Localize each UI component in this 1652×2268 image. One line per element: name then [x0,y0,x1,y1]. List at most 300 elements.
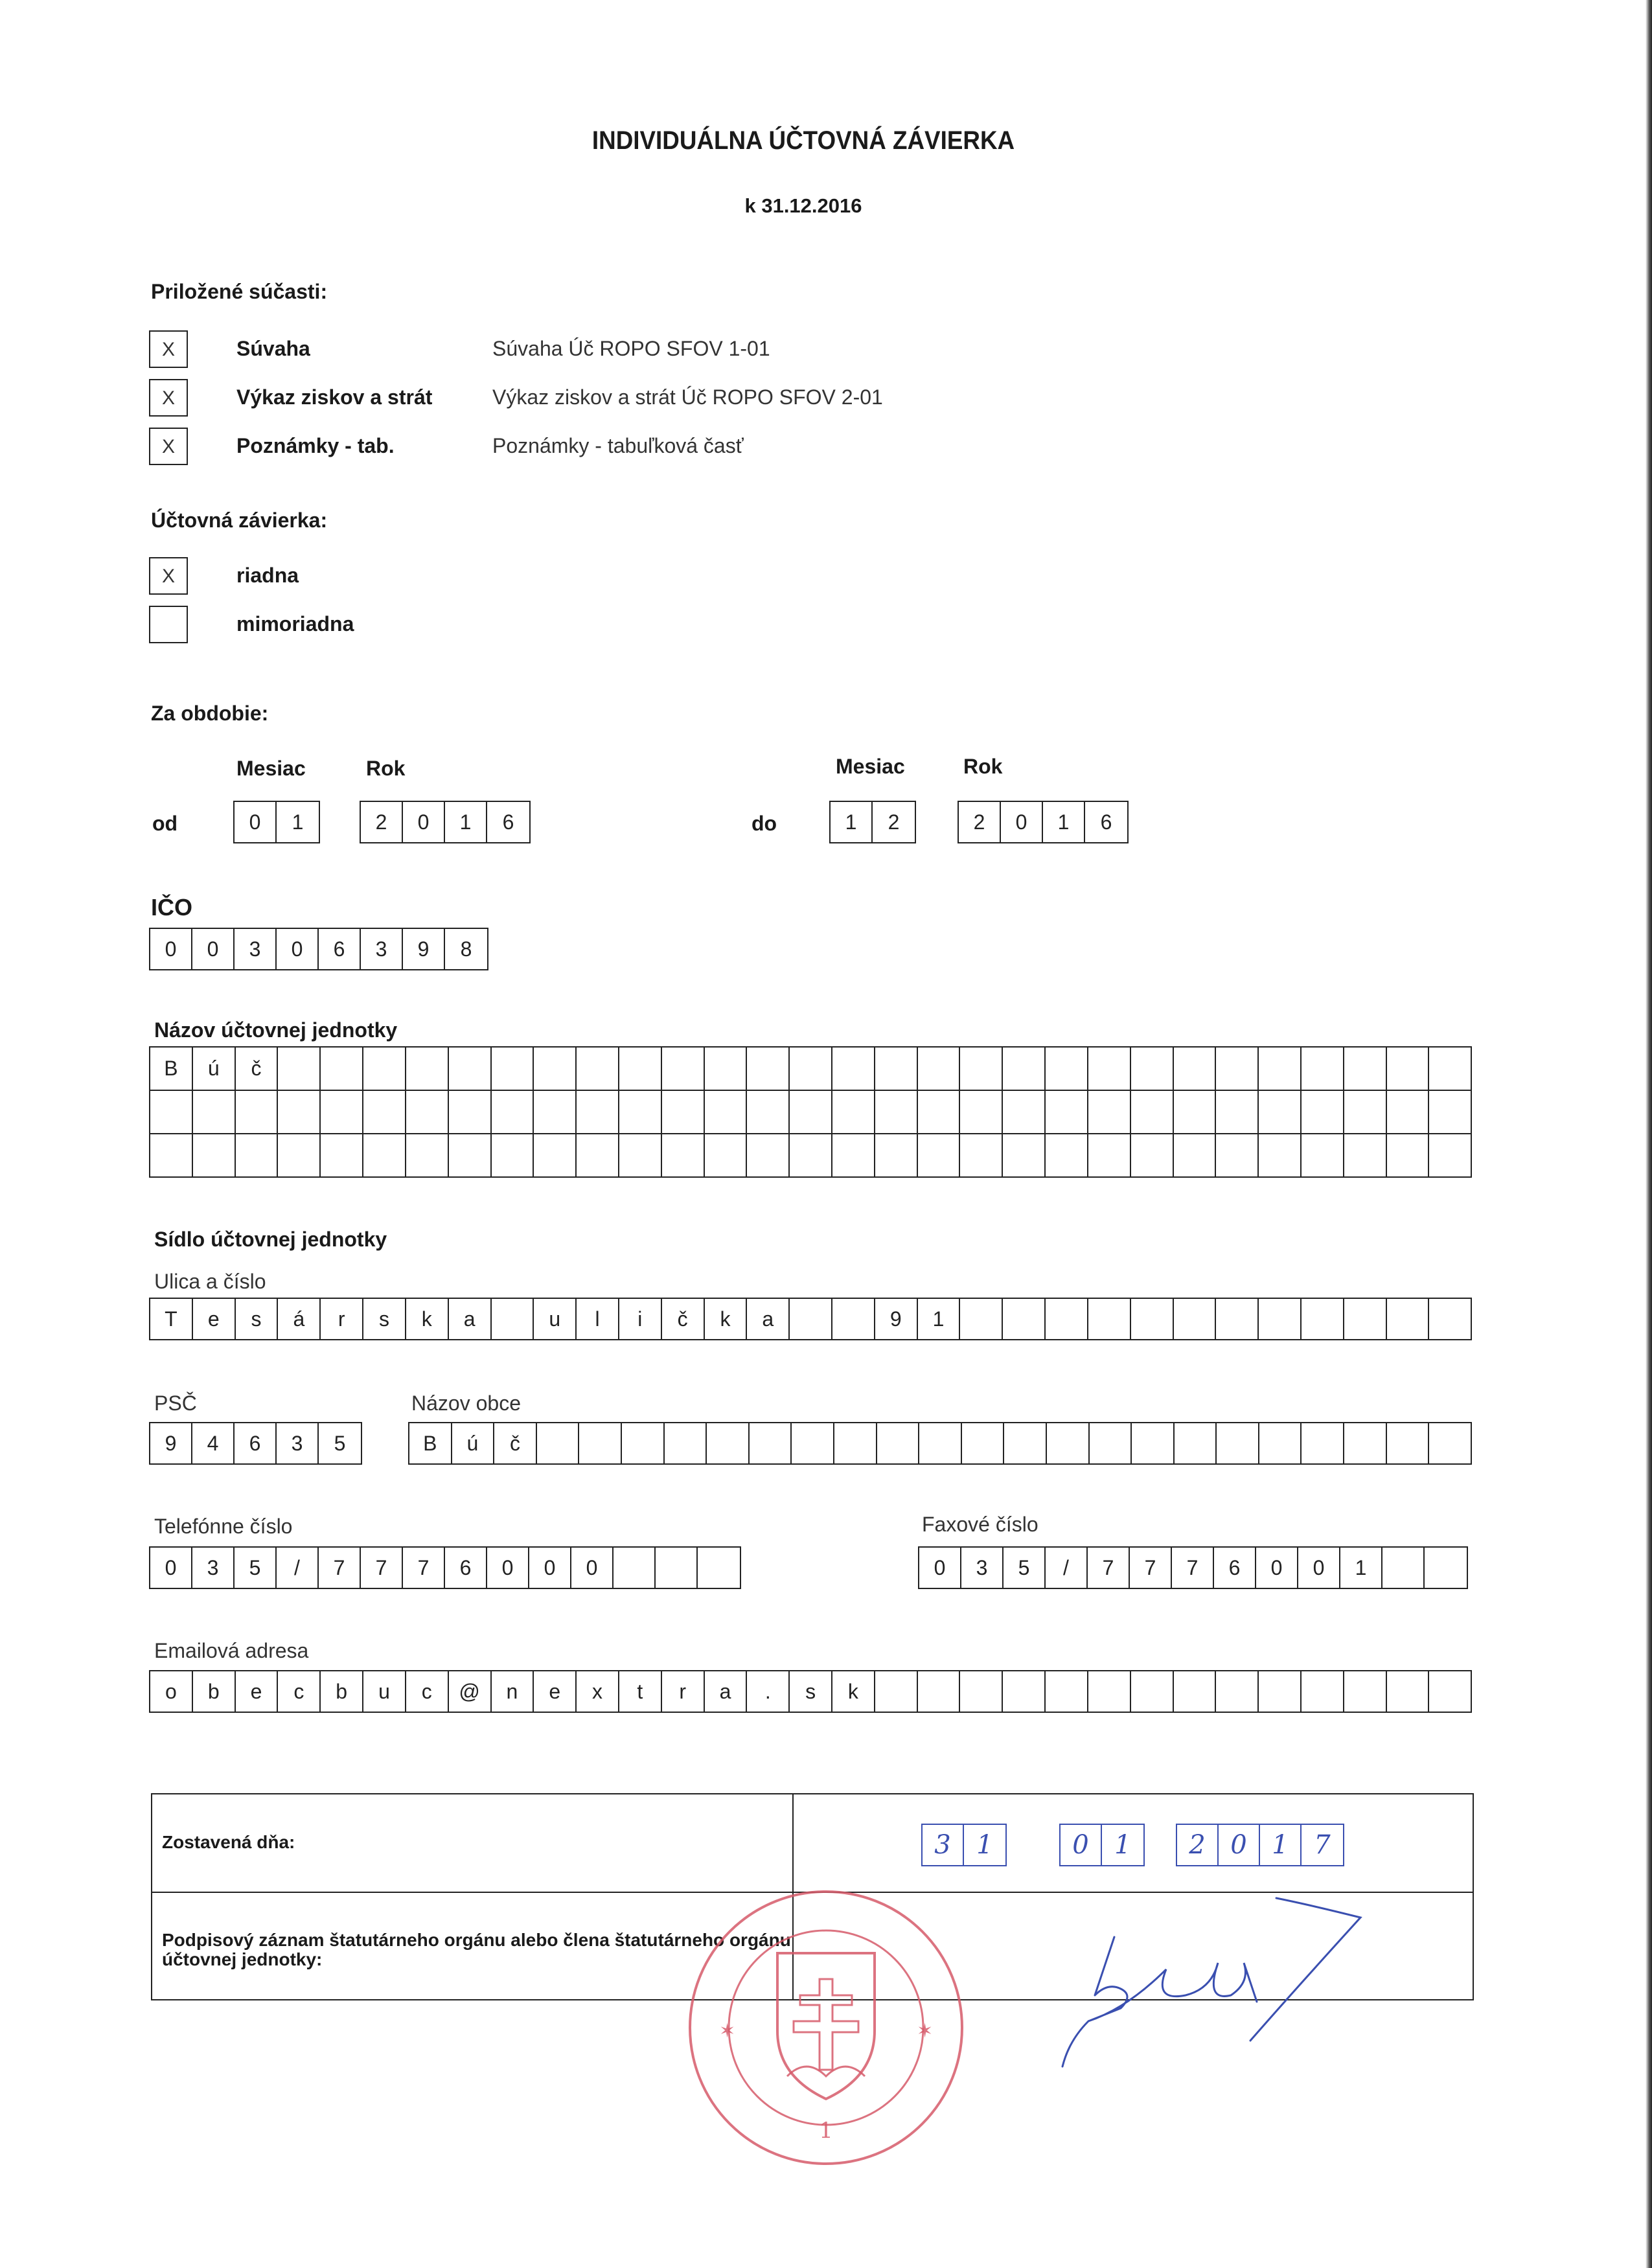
digit-cell: 1 [445,802,487,842]
char-cell [662,1091,705,1133]
char-cell [1387,1048,1430,1090]
char-cell [1003,1134,1046,1176]
char-cell [492,1299,534,1339]
char-cell [1003,1048,1046,1090]
char-cell [1259,1134,1302,1176]
char-cell [1003,1091,1046,1133]
char-cell [1174,1134,1217,1176]
char-cell: s [790,1671,832,1712]
digit-cell: 1 [292,810,304,834]
char-cell [705,1091,748,1133]
char-cell: a [705,1671,748,1712]
char-cell [534,1134,577,1176]
digit-cell: 0 [403,802,445,842]
char-cell [278,1134,321,1176]
char-cell: c [278,1671,321,1712]
fax-label: Faxové číslo [922,1513,1038,1536]
digit-cell: 0 [192,929,235,969]
char-cell [236,1091,279,1133]
char-cell [875,1091,918,1133]
char-cell [747,1134,790,1176]
entity-name-row-3 [150,1134,1471,1176]
attachments-heading: Priložené súčasti: [151,280,328,303]
char-cell [1302,1134,1344,1176]
char-cell: e [534,1671,577,1712]
char-cell [1216,1299,1259,1339]
char-cell [614,1548,656,1588]
to-month-field[interactable] [829,801,916,843]
entity-name-field[interactable] [149,1046,1472,1178]
statement-extraordinary-checkbox[interactable] [149,606,188,643]
entity-name-row-1 [150,1048,1471,1091]
char-cell [1344,1048,1387,1090]
char-cell [1174,1091,1217,1133]
statement-extraordinary-label: mimoriadna [236,612,354,636]
ico-label: IČO [151,894,193,921]
char-cell: t [619,1671,662,1712]
phone-label: Telefónne číslo [154,1515,293,1538]
phone-field[interactable] [149,1546,741,1589]
char-cell [792,1423,834,1463]
scan-edge [1646,0,1652,2268]
char-cell [1344,1423,1387,1463]
char-cell [619,1091,662,1133]
char-cell [1088,1671,1131,1712]
char-cell [449,1134,492,1176]
char-cell [1429,1091,1471,1133]
char-cell: 9 [150,1423,192,1463]
char-cell [1090,1423,1132,1463]
char-cell: B [409,1423,452,1463]
char-cell [1004,1423,1047,1463]
char-cell: ú [193,1048,236,1090]
char-cell [832,1299,875,1339]
char-cell [1259,1423,1302,1463]
char-cell: e [193,1299,236,1339]
stamp-star-left: ✶ [719,2020,736,2043]
char-cell [363,1048,406,1090]
char-cell [832,1091,875,1133]
char-cell [619,1134,662,1176]
char-cell: s [363,1299,406,1339]
char-cell: 0 [919,1548,961,1588]
char-cell [1046,1048,1088,1090]
street-label: Ulica a číslo [154,1270,266,1293]
char-cell [656,1548,698,1588]
attachment-checkbox-poznamky[interactable]: X [149,428,188,465]
city-label: Názov obce [411,1392,521,1415]
email-field[interactable] [149,1670,1472,1713]
char-cell [1259,1048,1302,1090]
char-cell [1425,1548,1467,1588]
digit-cell: 1 [976,1830,993,1860]
char-cell: r [321,1299,363,1339]
char-cell: 1 [1340,1548,1382,1588]
attachment-desc-poznamky: Poznámky - tabuľková časť [492,434,744,457]
char-cell: 7 [1088,1548,1130,1588]
from-year-field[interactable] [360,801,531,843]
char-cell: 9 [875,1299,918,1339]
char-cell [1302,1091,1344,1133]
digit-cell: 1 [1260,1825,1302,1865]
char-cell: n [492,1671,534,1712]
char-cell [705,1134,748,1176]
char-cell: a [449,1299,492,1339]
char-cell [1046,1091,1088,1133]
char-cell [1429,1671,1471,1712]
digit-cell: 7 [1314,1830,1331,1860]
digit-cell: 6 [1100,810,1112,834]
digit-cell: 2 [1177,1825,1219,1865]
char-cell [960,1048,1003,1090]
char-cell [790,1048,832,1090]
char-cell [537,1423,580,1463]
char-cell [877,1423,920,1463]
char-cell: 0 [1256,1548,1298,1588]
char-cell: č [494,1423,537,1463]
char-cell [1047,1423,1090,1463]
char-cell: T [150,1299,193,1339]
char-cell [960,1299,1003,1339]
char-cell [577,1091,619,1133]
digit-cell: 3 [235,929,277,969]
char-cell: 6 [445,1548,487,1588]
attachment-desc-vykaz: Výkaz ziskov a strát Úč ROPO SFOV 2-01 [492,385,883,409]
digit-cell: 6 [502,810,514,834]
char-cell [449,1091,492,1133]
statement-regular-label: riadna [236,564,299,587]
char-cell [1344,1299,1387,1339]
char-cell [834,1423,877,1463]
digit-cell: 0 [235,802,277,842]
char-cell [1175,1423,1217,1463]
char-cell [1216,1671,1259,1712]
char-cell [918,1134,961,1176]
char-cell [1387,1423,1430,1463]
psc-field[interactable] [149,1422,362,1465]
attachment-desc-suvaha: Súvaha Úč ROPO SFOV 1-01 [492,337,770,360]
compiled-year-field[interactable] [1176,1824,1344,1866]
char-cell: k [705,1299,748,1339]
char-cell [449,1048,492,1090]
digit-cell: 2 [888,810,900,834]
char-cell: 5 [334,1431,346,1455]
char-cell [1088,1091,1131,1133]
char-cell [705,1048,748,1090]
char-cell: / [277,1548,319,1588]
char-cell: u [363,1671,406,1712]
digit-cell: 0 [1061,1825,1102,1865]
char-cell [1387,1671,1430,1712]
document-date: k 31.12.2016 [744,194,862,217]
char-cell [1046,1299,1088,1339]
char-cell [1131,1091,1174,1133]
char-cell [1259,1091,1302,1133]
char-cell [747,1091,790,1133]
compiled-month-field[interactable] [1059,1824,1145,1866]
char-cell [1216,1091,1259,1133]
char-cell [875,1048,918,1090]
char-cell: i [619,1299,662,1339]
char-cell: 3 [277,1423,319,1463]
stamp-number: 1 [819,2118,833,2144]
char-cell [918,1671,961,1712]
char-cell [918,1048,961,1090]
char-cell [534,1048,577,1090]
char-cell [492,1048,534,1090]
char-cell [707,1423,750,1463]
char-cell: 7 [403,1548,445,1588]
char-cell [698,1548,740,1588]
entity-name-label: Názov účtovnej jednotky [154,1018,398,1042]
compiled-day-field[interactable] [921,1824,1007,1866]
to-month-label: Mesiac [836,755,905,778]
char-cell [579,1423,622,1463]
char-cell [1216,1134,1259,1176]
char-cell [875,1134,918,1176]
char-cell [577,1134,619,1176]
char-cell [962,1423,1005,1463]
psc-label: PSČ [154,1392,197,1415]
digit-cell: 0 [150,929,192,969]
char-cell [1302,1048,1344,1090]
char-cell [1131,1671,1174,1712]
char-cell [1344,1134,1387,1176]
char-cell: u [534,1299,577,1339]
to-year-label: Rok [963,755,1003,778]
entity-name-row-2 [150,1091,1471,1134]
char-cell [790,1299,832,1339]
char-cell: r [662,1671,705,1712]
char-cell [622,1423,665,1463]
char-cell [1003,1299,1046,1339]
char-cell [1216,1048,1259,1090]
digit-cell: 2 [361,802,403,842]
attachment-checkbox-vykaz[interactable]: X [149,379,188,417]
attachment-name-suvaha: Súvaha [236,337,310,360]
char-cell [406,1134,449,1176]
digit-cell: 1 [1114,1830,1131,1860]
char-cell: k [406,1299,449,1339]
char-cell: 7 [361,1548,403,1588]
digit-cell: 2 [959,802,1001,842]
char-cell [960,1671,1003,1712]
digit-cell: 0 [1001,802,1043,842]
char-cell: 0 [529,1548,571,1588]
street-field[interactable] [149,1298,1472,1340]
char-cell [747,1048,790,1090]
attachment-name-poznamky: Poznámky - tab. [236,434,395,457]
to-year-field[interactable] [958,801,1129,843]
char-cell: e [236,1671,279,1712]
period-from-label: od [152,812,178,835]
char-cell [363,1134,406,1176]
char-cell: B [150,1048,193,1090]
digit-cell: 3 [923,1825,964,1865]
char-cell [406,1091,449,1133]
char-cell: č [236,1048,279,1090]
char-cell [1387,1091,1430,1133]
char-cell: x [577,1671,619,1712]
char-cell: 6 [1214,1548,1256,1588]
char-cell [1302,1671,1344,1712]
char-cell [278,1091,321,1133]
digit-cell: 1 [831,802,873,842]
char-cell [150,1091,193,1133]
ico-field[interactable] [149,928,488,970]
from-month-field[interactable] [233,801,320,843]
char-cell [790,1091,832,1133]
char-cell [278,1048,321,1090]
char-cell [662,1048,705,1090]
char-cell [321,1048,363,1090]
char-cell [492,1134,534,1176]
char-cell: 7 [319,1548,361,1588]
char-cell: 4 [192,1423,235,1463]
char-cell [193,1091,236,1133]
char-cell [1046,1134,1088,1176]
char-cell: . [747,1671,790,1712]
char-cell [1344,1671,1387,1712]
char-cell [577,1048,619,1090]
char-cell: l [577,1299,619,1339]
char-cell [1131,1299,1174,1339]
char-cell: 7 [1172,1548,1214,1588]
char-cell: c [406,1671,449,1712]
char-cell [534,1091,577,1133]
char-cell: 5 [1004,1548,1046,1588]
char-cell [1382,1548,1425,1588]
char-cell [1003,1671,1046,1712]
char-cell [619,1048,662,1090]
char-cell [1302,1299,1344,1339]
char-cell: ú [452,1423,495,1463]
digit-cell: 6 [319,929,361,969]
char-cell [1344,1091,1387,1133]
char-cell [919,1423,962,1463]
compiled-divider [792,1794,794,1892]
char-cell: 7 [1130,1548,1172,1588]
char-cell [790,1134,832,1176]
char-cell [832,1134,875,1176]
handwritten-signature [1050,1892,1373,2073]
city-field[interactable] [408,1422,1472,1465]
char-cell [1387,1299,1430,1339]
char-cell [1174,1048,1217,1090]
char-cell [1088,1048,1131,1090]
stamp-star-right: ✶ [917,2020,934,2043]
char-cell [832,1048,875,1090]
char-cell [1429,1423,1471,1463]
char-cell: 0 [150,1548,192,1588]
digit-cell: 0 [277,929,319,969]
char-cell: a [747,1299,790,1339]
char-cell [960,1134,1003,1176]
char-cell [1088,1134,1131,1176]
document-title: INDIVIDUÁLNA ÚČTOVNÁ ZÁVIERKA [591,126,1015,155]
char-cell: k [832,1671,875,1712]
char-cell [1259,1671,1302,1712]
char-cell [1174,1299,1217,1339]
signature-label: Podpisový záznam štatutárneho orgánu alebo člena štatutárneho orgánu účtovnej jednotky: [162,1930,791,1969]
period-heading: Za obdobie: [151,702,269,725]
char-cell [1131,1134,1174,1176]
char-cell: @ [449,1671,492,1712]
attachment-name-vykaz: Výkaz ziskov a strát [236,385,433,409]
char-cell: č [662,1299,705,1339]
char-cell: 6 [235,1423,277,1463]
fax-field[interactable] [918,1546,1468,1589]
compiled-label: Zostavená dňa: [162,1832,295,1852]
char-cell: 3 [192,1548,235,1588]
char-cell [321,1091,363,1133]
char-cell [1429,1299,1471,1339]
statement-regular-checkbox[interactable]: X [149,557,188,595]
char-cell [1387,1134,1430,1176]
char-cell [1302,1423,1344,1463]
period-to-label: do [751,812,777,835]
digit-cell: 1 [1043,802,1085,842]
digit-cell: 8 [460,937,472,961]
official-stamp [680,1882,972,2173]
char-cell [662,1134,705,1176]
char-cell [750,1423,792,1463]
statement-type-heading: Účtovná závierka: [151,509,328,532]
char-cell [1429,1134,1471,1176]
char-cell [1131,1048,1174,1090]
digit-cell: 3 [361,929,403,969]
address-heading: Sídlo účtovnej jednotky [154,1228,387,1251]
char-cell [1046,1671,1088,1712]
digit-cell: 0 [1219,1825,1260,1865]
char-cell [1429,1048,1471,1090]
from-year-label: Rok [366,757,406,780]
digit-cell: 9 [403,929,445,969]
char-cell [1217,1423,1259,1463]
char-cell: á [278,1299,321,1339]
char-cell [492,1091,534,1133]
char-cell [875,1671,918,1712]
email-label: Emailová adresa [154,1639,309,1662]
char-cell: 0 [1298,1548,1340,1588]
char-cell [665,1423,707,1463]
char-cell [960,1091,1003,1133]
attachment-checkbox-suvaha[interactable]: X [149,330,188,368]
char-cell: 5 [235,1548,277,1588]
char-cell [918,1091,961,1133]
char-cell [363,1091,406,1133]
char-cell: 3 [961,1548,1004,1588]
char-cell [1088,1299,1131,1339]
char-cell [1132,1423,1175,1463]
char-cell [1259,1299,1302,1339]
char-cell: / [1046,1548,1088,1588]
char-cell: 0 [487,1548,529,1588]
char-cell: s [236,1299,279,1339]
char-cell [150,1134,193,1176]
char-cell: b [193,1671,236,1712]
char-cell [193,1134,236,1176]
char-cell [321,1134,363,1176]
char-cell: b [321,1671,363,1712]
from-month-label: Mesiac [236,757,306,780]
char-cell: o [150,1671,193,1712]
char-cell [406,1048,449,1090]
char-cell [236,1134,279,1176]
char-cell [1174,1671,1217,1712]
char-cell: 1 [918,1299,961,1339]
char-cell: 0 [571,1548,614,1588]
